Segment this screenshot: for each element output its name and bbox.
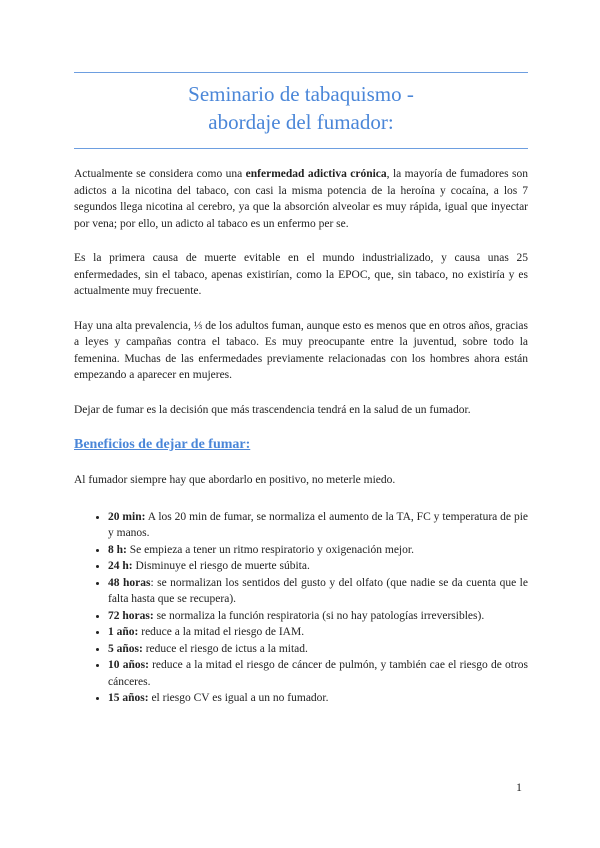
body-content — [74, 166, 528, 707]
benefit-text: el riesgo CV es igual a un no fumador. — [148, 692, 329, 704]
benefit-term: 8 h: — [108, 543, 127, 556]
list-item — [108, 575, 528, 608]
list-item — [108, 641, 528, 658]
page-title — [74, 80, 528, 136]
benefit-term: 1 año: — [108, 626, 139, 638]
title-line-1: Seminario de tabaquismo - — [188, 82, 414, 106]
benefit-term: 10 años: — [108, 659, 149, 671]
list-item — [108, 624, 528, 641]
benefits-heading: Beneficios de dejar de fumar: — [74, 437, 251, 452]
benefit-text: A los 20 min de fumar, se normaliza el aumento de la TA, FC y temperatura de pie y manos. — [108, 510, 529, 539]
benefit-text: reduce el riesgo de ictus a la mitad. — [142, 642, 308, 655]
intro-paragraph-1 — [74, 166, 528, 232]
intro-paragraph-3: Hay una alta prevalencia, ⅓ de los adultos fuman, aunque esto es menos que en otros años, gracias a leyes y campañas contra el tabaco. Es muy preocupante entre la juventud, sobre todo la femenina. Muchas de las enfermedades previamente relacionadas con los hombres ahora están empezando a aparecer en mujeres. — [74, 319, 528, 381]
intro-paragraph-2: Es la primera causa de muerte evitable en el mundo industrializado, y causa unas 25 enfermedades, sin el tabaco, apenas existirían, como la EPOC, que, sin tabaco, no existiría y es actualmente muy frecuente. — [74, 252, 528, 297]
title-top-rule — [74, 72, 528, 73]
intro-p1-end: , la mayoría de fumadores son adictos a la nicotina del tabaco, con casi la misma potencia de la heroína y cocaína, a los 7 segundos llega nicotina al cerebro, ya que la absorción alveolar es muy rápida, igual que inyectar por vena; por ello, un adicto al tabaco es un enfermo per se. — [74, 168, 528, 230]
title-bottom-rule — [74, 148, 528, 149]
benefit-term: 15 años: — [108, 692, 149, 704]
benefit-text: se normaliza la función respiratoria (si no hay patologías irreversibles). — [153, 609, 485, 622]
intro-p1-bold: enfermedad adictiva crónica — [245, 168, 387, 180]
benefit-text: : se normalizan los sentidos del gusto y del olfato (que nadie se da cuenta que le falta hasta que se recupera). — [108, 576, 528, 605]
benefits-intro: Al fumador siempre hay que abordarlo en positivo, no meterle miedo. — [74, 474, 396, 486]
list-item — [108, 657, 528, 690]
list-item — [108, 608, 528, 625]
list-item — [108, 690, 528, 707]
intro-paragraph-4: Dejar de fumar es la decisión que más trascendencia tendrá en la salud de un fumador. — [74, 403, 471, 416]
benefit-term: 24 h: — [108, 560, 133, 572]
benefit-text: reduce a la mitad el riesgo de IAM. — [138, 626, 305, 638]
list-item — [108, 542, 528, 559]
benefit-term: 5 años: — [108, 642, 143, 655]
benefit-term: 48 horas — [108, 576, 151, 589]
benefit-text: Disminuye el riesgo de muerte súbita. — [132, 560, 310, 572]
title-line-2: abordaje del fumador: — [208, 110, 394, 134]
benefit-text: reduce a la mitad el riesgo de cáncer de pulmón, y también cae el riesgo de otros cánceres. — [108, 659, 528, 688]
benefit-term: 72 horas: — [108, 609, 154, 622]
intro-p1-start: Actualmente se considera como una — [74, 168, 246, 180]
list-item — [108, 558, 528, 575]
benefit-text: Se empieza a tener un ritmo respiratorio y oxigenación mejor. — [126, 543, 414, 556]
benefits-list — [74, 509, 528, 707]
page-number: 1 — [516, 780, 522, 794]
benefit-term: 20 min: — [108, 510, 146, 523]
list-item — [108, 509, 528, 542]
